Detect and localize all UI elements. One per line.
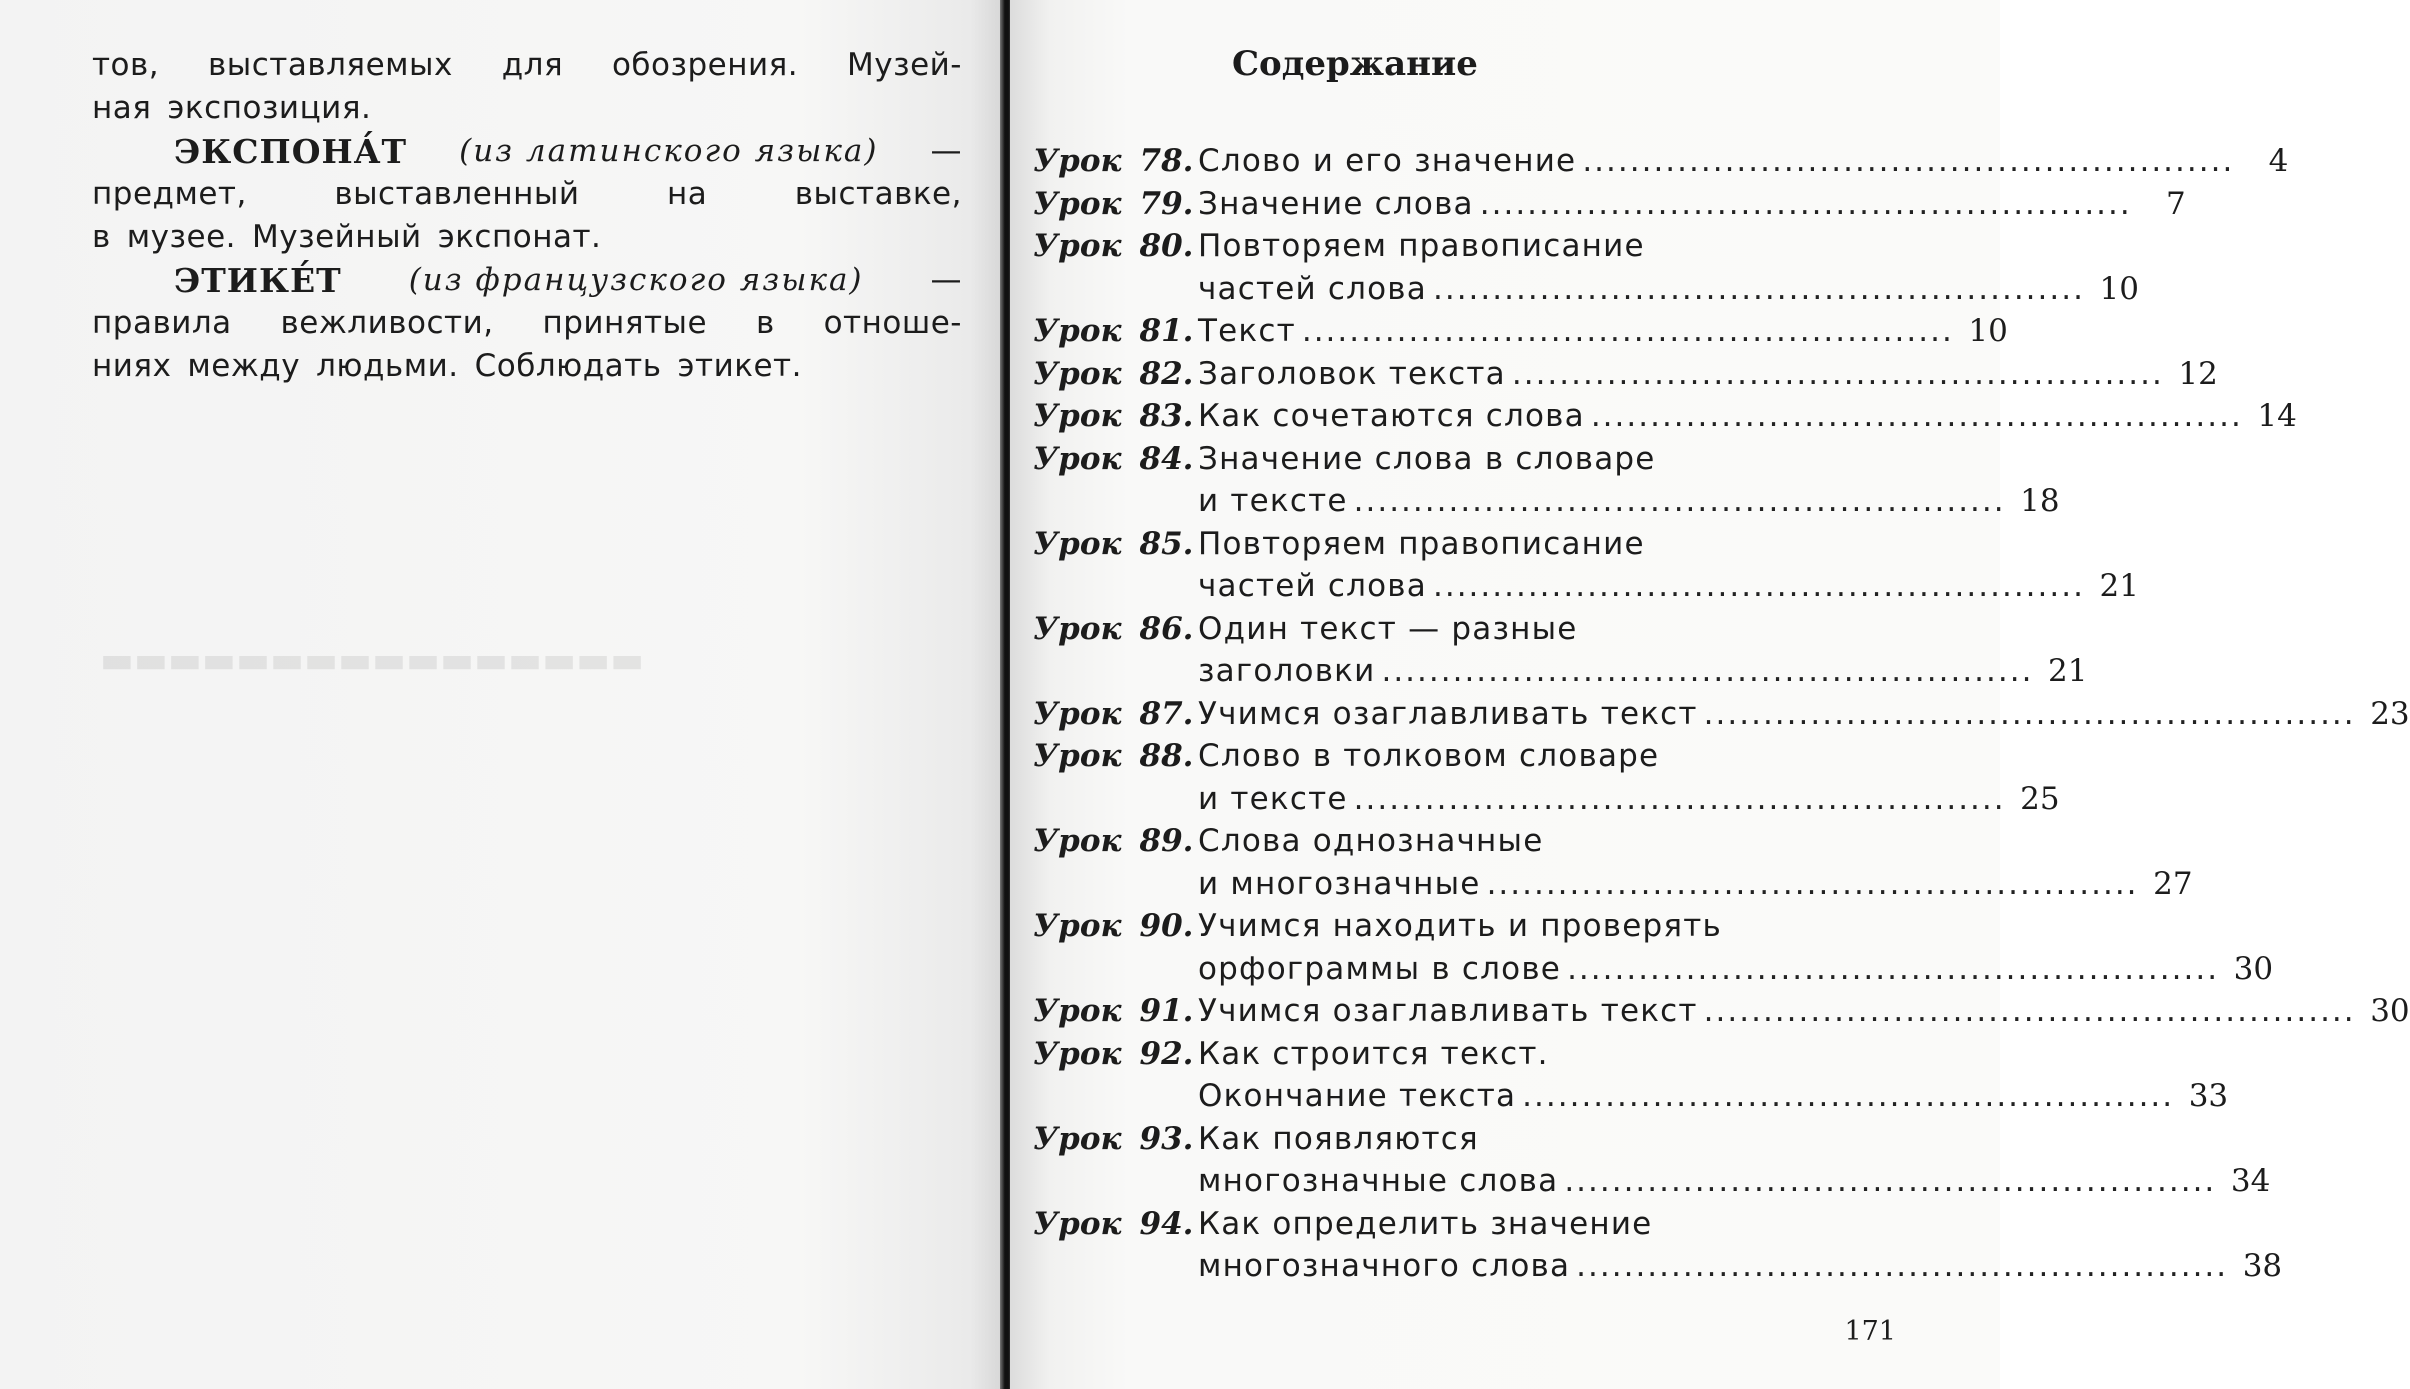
lesson-title: Как появляются (1198, 1120, 1479, 1157)
leader-dots: ....................................................... (1576, 1248, 2229, 1284)
lesson-title-line (1198, 480, 2060, 523)
page-ref: 18 (2020, 483, 2060, 519)
lesson-title-line (1198, 140, 2288, 183)
headword: ЭКСПОНА́Т (174, 132, 408, 171)
lesson-number: 87. (1139, 695, 1194, 732)
toc-entry (1033, 990, 2410, 1033)
right-page (1010, 0, 2410, 1389)
word: принятые (542, 305, 708, 341)
lesson-title: многозначные слова (1198, 1163, 1559, 1199)
lesson-word: Урок (1033, 355, 1122, 392)
lesson-title-line (1198, 990, 2410, 1033)
lesson-title-line (1198, 1160, 2270, 1203)
dictionary-entry-head (92, 259, 962, 302)
lesson-title: и многозначные (1198, 865, 1481, 902)
page-number: 171 (1844, 1316, 1896, 1347)
toc-entry (1033, 395, 2297, 438)
page-ref: 30 (2370, 993, 2410, 1029)
lesson-word: Урок (1033, 398, 1122, 434)
lesson-title-line (1198, 395, 2297, 438)
lesson-number: 89. (1139, 823, 1194, 859)
word: экспонат. (437, 219, 602, 255)
lesson-title-line (1198, 735, 2060, 778)
word: выставленный (334, 176, 580, 212)
leader-dots: ....................................................... (1479, 185, 2132, 222)
lesson-title: и тексте (1198, 483, 1348, 519)
lesson-label (1033, 395, 1198, 438)
lesson-number: 78. (1139, 143, 1194, 179)
lesson-title-line (1198, 820, 2193, 863)
lesson-number: 79. (1139, 185, 1194, 222)
lesson-titles (1198, 183, 2186, 226)
lesson-title-line (1198, 948, 2273, 991)
lesson-title-line (1198, 523, 2139, 566)
lesson-word: Урок (1033, 185, 1122, 222)
lesson-titles (1198, 225, 2139, 310)
toc-entry (1033, 693, 2410, 736)
lesson-label (1033, 1203, 1198, 1246)
lesson-word: Урок (1033, 1035, 1122, 1072)
text-line (92, 44, 962, 87)
lesson-number: 88. (1139, 738, 1194, 774)
lesson-label (1033, 905, 1198, 948)
lesson-label (1033, 820, 1198, 863)
lesson-titles (1198, 140, 2288, 183)
lesson-title: Повторяем правописание (1198, 228, 1645, 264)
word: Музейный (252, 219, 422, 255)
lesson-title: Слово и его значение (1198, 143, 1577, 179)
lesson-title-line (1198, 778, 2060, 821)
lesson-label (1033, 608, 1198, 651)
word: вежливости, (280, 305, 494, 341)
lesson-word: Урок (1033, 228, 1122, 264)
word: обозрения. (611, 47, 799, 83)
lesson-label (1033, 523, 1198, 566)
lesson-title-line (1198, 310, 2008, 353)
page-ref: 7 (2166, 185, 2186, 222)
word: отноше- (823, 305, 962, 341)
text-line (92, 173, 962, 216)
lesson-titles (1198, 310, 2008, 353)
lesson-number: 85. (1139, 525, 1194, 562)
leader-dots: ....................................................... (1703, 695, 2356, 732)
headword: ЭТИКЕ́Т (174, 261, 342, 300)
leader-dots: ....................................................... (1703, 993, 2356, 1029)
lesson-titles (1198, 1118, 2270, 1203)
word: для (501, 47, 564, 83)
lesson-number: 93. (1139, 1120, 1194, 1157)
lesson-title-line (1198, 1245, 2282, 1288)
lesson-number: 81. (1139, 313, 1194, 349)
page-ref: 23 (2370, 695, 2410, 732)
lesson-title: частей слова (1198, 270, 1427, 307)
page-ref: 14 (2257, 398, 2297, 434)
lesson-title-line (1198, 353, 2218, 396)
lesson-title: Повторяем правописание (1198, 525, 1645, 562)
leader-dots: ....................................................... (1301, 313, 1954, 349)
page-ref: 33 (2188, 1078, 2229, 1114)
page-ref: 10 (1968, 313, 2008, 349)
lesson-title: Учимся озаглавливать текст (1198, 695, 1698, 732)
lesson-title: Слова однозначные (1198, 823, 1544, 859)
lesson-word: Урок (1033, 143, 1122, 179)
lesson-word: Урок (1033, 738, 1122, 774)
lesson-titles (1198, 438, 2060, 523)
leader-dots: ....................................................... (1567, 950, 2220, 987)
leader-dots: ....................................................... (1381, 653, 2034, 689)
lesson-title: Окончание текста (1198, 1078, 1517, 1114)
toc-entry (1033, 1033, 2229, 1118)
lesson-label (1033, 438, 1198, 481)
word: тов, (92, 47, 160, 83)
table-of-contents (1033, 140, 2410, 1288)
page-ref: 10 (2099, 270, 2139, 307)
lesson-title-line (1198, 608, 2087, 651)
word: правила (92, 305, 232, 341)
dictionary-text (92, 44, 962, 388)
lesson-titles (1198, 353, 2218, 396)
lesson-titles (1198, 1203, 2282, 1288)
lesson-title: Текст (1198, 313, 1296, 349)
leader-dots: ....................................................... (1353, 483, 2006, 519)
lesson-number: 83. (1139, 398, 1194, 434)
lesson-titles (1198, 608, 2087, 693)
lesson-label (1033, 140, 1198, 183)
text-line (92, 87, 962, 130)
lesson-number: 90. (1139, 908, 1194, 944)
toc-entry (1033, 820, 2193, 905)
lesson-label (1033, 353, 1198, 396)
word: экспозиция. (167, 90, 372, 126)
toc-entry (1033, 905, 2274, 990)
lesson-titles (1198, 395, 2297, 438)
lesson-titles (1198, 990, 2410, 1033)
lesson-title-line (1198, 1075, 2228, 1118)
lesson-label (1033, 225, 1198, 268)
lesson-title: Как сочетаются слова (1198, 398, 1585, 434)
lesson-label (1033, 310, 1198, 353)
lesson-word: Урок (1033, 695, 1122, 732)
page-ref: 4 (2268, 143, 2289, 179)
lesson-title-line (1198, 693, 2410, 736)
word: предмет, (92, 176, 247, 212)
lesson-title: и тексте (1198, 780, 1348, 817)
lesson-label (1033, 735, 1198, 778)
lesson-word: Урок (1033, 440, 1122, 477)
lesson-title: частей слова (1198, 568, 1427, 604)
lesson-number: 91. (1139, 993, 1194, 1029)
word: в (92, 219, 111, 255)
word: между (187, 348, 301, 384)
page-ref: 21 (2048, 653, 2088, 689)
dash: — (930, 133, 962, 169)
text-line (92, 216, 962, 259)
lesson-number: 92. (1139, 1035, 1194, 1072)
word: на (666, 176, 708, 212)
lesson-title: Значение слова в словаре (1198, 440, 1656, 477)
dash: — (930, 262, 962, 298)
lesson-title: Учимся находить и проверять (1198, 908, 1722, 944)
etymology: (из французского языка) (408, 262, 864, 298)
lesson-titles (1198, 523, 2139, 608)
lesson-word: Урок (1033, 823, 1122, 859)
toc-entry (1033, 310, 2008, 353)
leader-dots: ....................................................... (1353, 780, 2006, 817)
lesson-title-line (1198, 1118, 2270, 1161)
lesson-title-line (1198, 268, 2139, 311)
lesson-number: 80. (1139, 228, 1194, 264)
toc-entry (1033, 225, 2139, 310)
lesson-label (1033, 1033, 1198, 1076)
text-line (92, 345, 962, 388)
lesson-title: Учимся озаглавливать текст (1198, 993, 1698, 1029)
word: выставке, (794, 176, 962, 212)
toc-entry (1033, 1203, 2283, 1288)
lesson-number: 82. (1139, 355, 1194, 392)
word: этикет. (677, 348, 802, 384)
lesson-title: многозначного слова (1198, 1248, 1571, 1284)
lesson-title-line (1198, 1203, 2282, 1246)
lesson-titles (1198, 693, 2410, 736)
toc-entry (1033, 735, 2060, 820)
bleed-through-texture: ▬▬▬▬▬▬▬▬▬▬▬▬▬▬▬▬ (100, 640, 645, 681)
leader-dots: ....................................................... (1486, 865, 2139, 902)
page-ref: 25 (2020, 780, 2060, 817)
lesson-title: Как определить значение (1198, 1205, 1653, 1242)
text-line (92, 302, 962, 345)
lesson-word: Урок (1033, 525, 1122, 562)
toc-entry (1033, 608, 2088, 693)
page-ref: 34 (2230, 1163, 2271, 1199)
lesson-label (1033, 990, 1198, 1033)
lesson-titles (1198, 735, 2060, 820)
lesson-word: Урок (1033, 1120, 1122, 1157)
lesson-title-line (1198, 1033, 2228, 1076)
toc-title: Содержание (1232, 44, 1478, 84)
lesson-word: Урок (1033, 313, 1122, 349)
page-ref: 21 (2099, 568, 2139, 604)
word: выставляемых (208, 47, 453, 83)
lesson-title: Значение слова (1198, 185, 1474, 222)
leader-dots: ....................................................... (1590, 398, 2243, 434)
leader-dots: ....................................................... (1432, 568, 2085, 604)
left-page (0, 0, 1000, 1389)
page-ref: 30 (2233, 950, 2274, 987)
lesson-titles (1198, 905, 2273, 990)
page-ref: 12 (2178, 355, 2218, 392)
word: в (755, 305, 775, 341)
leader-dots: ....................................................... (1582, 143, 2235, 179)
lesson-number: 94. (1139, 1205, 1194, 1242)
lesson-label (1033, 183, 1198, 226)
page-ref: 27 (2153, 865, 2193, 902)
lesson-word: Урок (1033, 908, 1122, 944)
lesson-title: орфограммы в слове (1198, 950, 1562, 987)
leader-dots: ....................................................... (1432, 270, 2085, 307)
lesson-number: 86. (1139, 610, 1194, 647)
word: людьми. (316, 348, 459, 384)
word: ная (92, 90, 152, 126)
lesson-title: Заголовок текста (1198, 355, 1506, 392)
lesson-title-line (1198, 565, 2139, 608)
lesson-label (1033, 693, 1198, 736)
word: ниях (92, 348, 172, 384)
lesson-title-line (1198, 225, 2139, 268)
word: Соблюдать (474, 348, 662, 384)
lesson-title-line (1198, 650, 2087, 693)
toc-entry (1033, 140, 2289, 183)
lesson-label (1033, 1118, 1198, 1161)
lesson-title: Один текст — разные (1198, 610, 1578, 647)
toc-entry (1033, 353, 2218, 396)
lesson-title: Как строится текст. (1198, 1035, 1549, 1072)
page-ref: 38 (2242, 1248, 2283, 1284)
leader-dots: ....................................................... (1564, 1163, 2217, 1199)
toc-entry (1033, 1118, 2271, 1203)
word: музее. (126, 219, 236, 255)
etymology: (из латинского языка) (459, 133, 879, 169)
toc-entry (1033, 183, 2186, 226)
dictionary-entry-head (92, 130, 962, 173)
toc-entry (1033, 523, 2139, 608)
lesson-title-line (1198, 438, 2060, 481)
lesson-word: Урок (1033, 993, 1122, 1029)
word: Музей- (847, 47, 962, 83)
leader-dots: ....................................................... (1522, 1078, 2175, 1114)
toc-entry (1033, 438, 2060, 523)
lesson-title-line (1198, 863, 2193, 906)
lesson-title: Слово в толковом словаре (1198, 738, 1660, 774)
lesson-word: Урок (1033, 610, 1122, 647)
leader-dots: ....................................................... (1511, 355, 2164, 392)
lesson-title: заголовки (1198, 653, 1376, 689)
lesson-title-line (1198, 183, 2186, 226)
lesson-number: 84. (1139, 440, 1194, 477)
lesson-titles (1198, 1033, 2228, 1118)
lesson-title-line (1198, 905, 2273, 948)
lesson-titles (1198, 820, 2193, 905)
lesson-word: Урок (1033, 1205, 1122, 1242)
